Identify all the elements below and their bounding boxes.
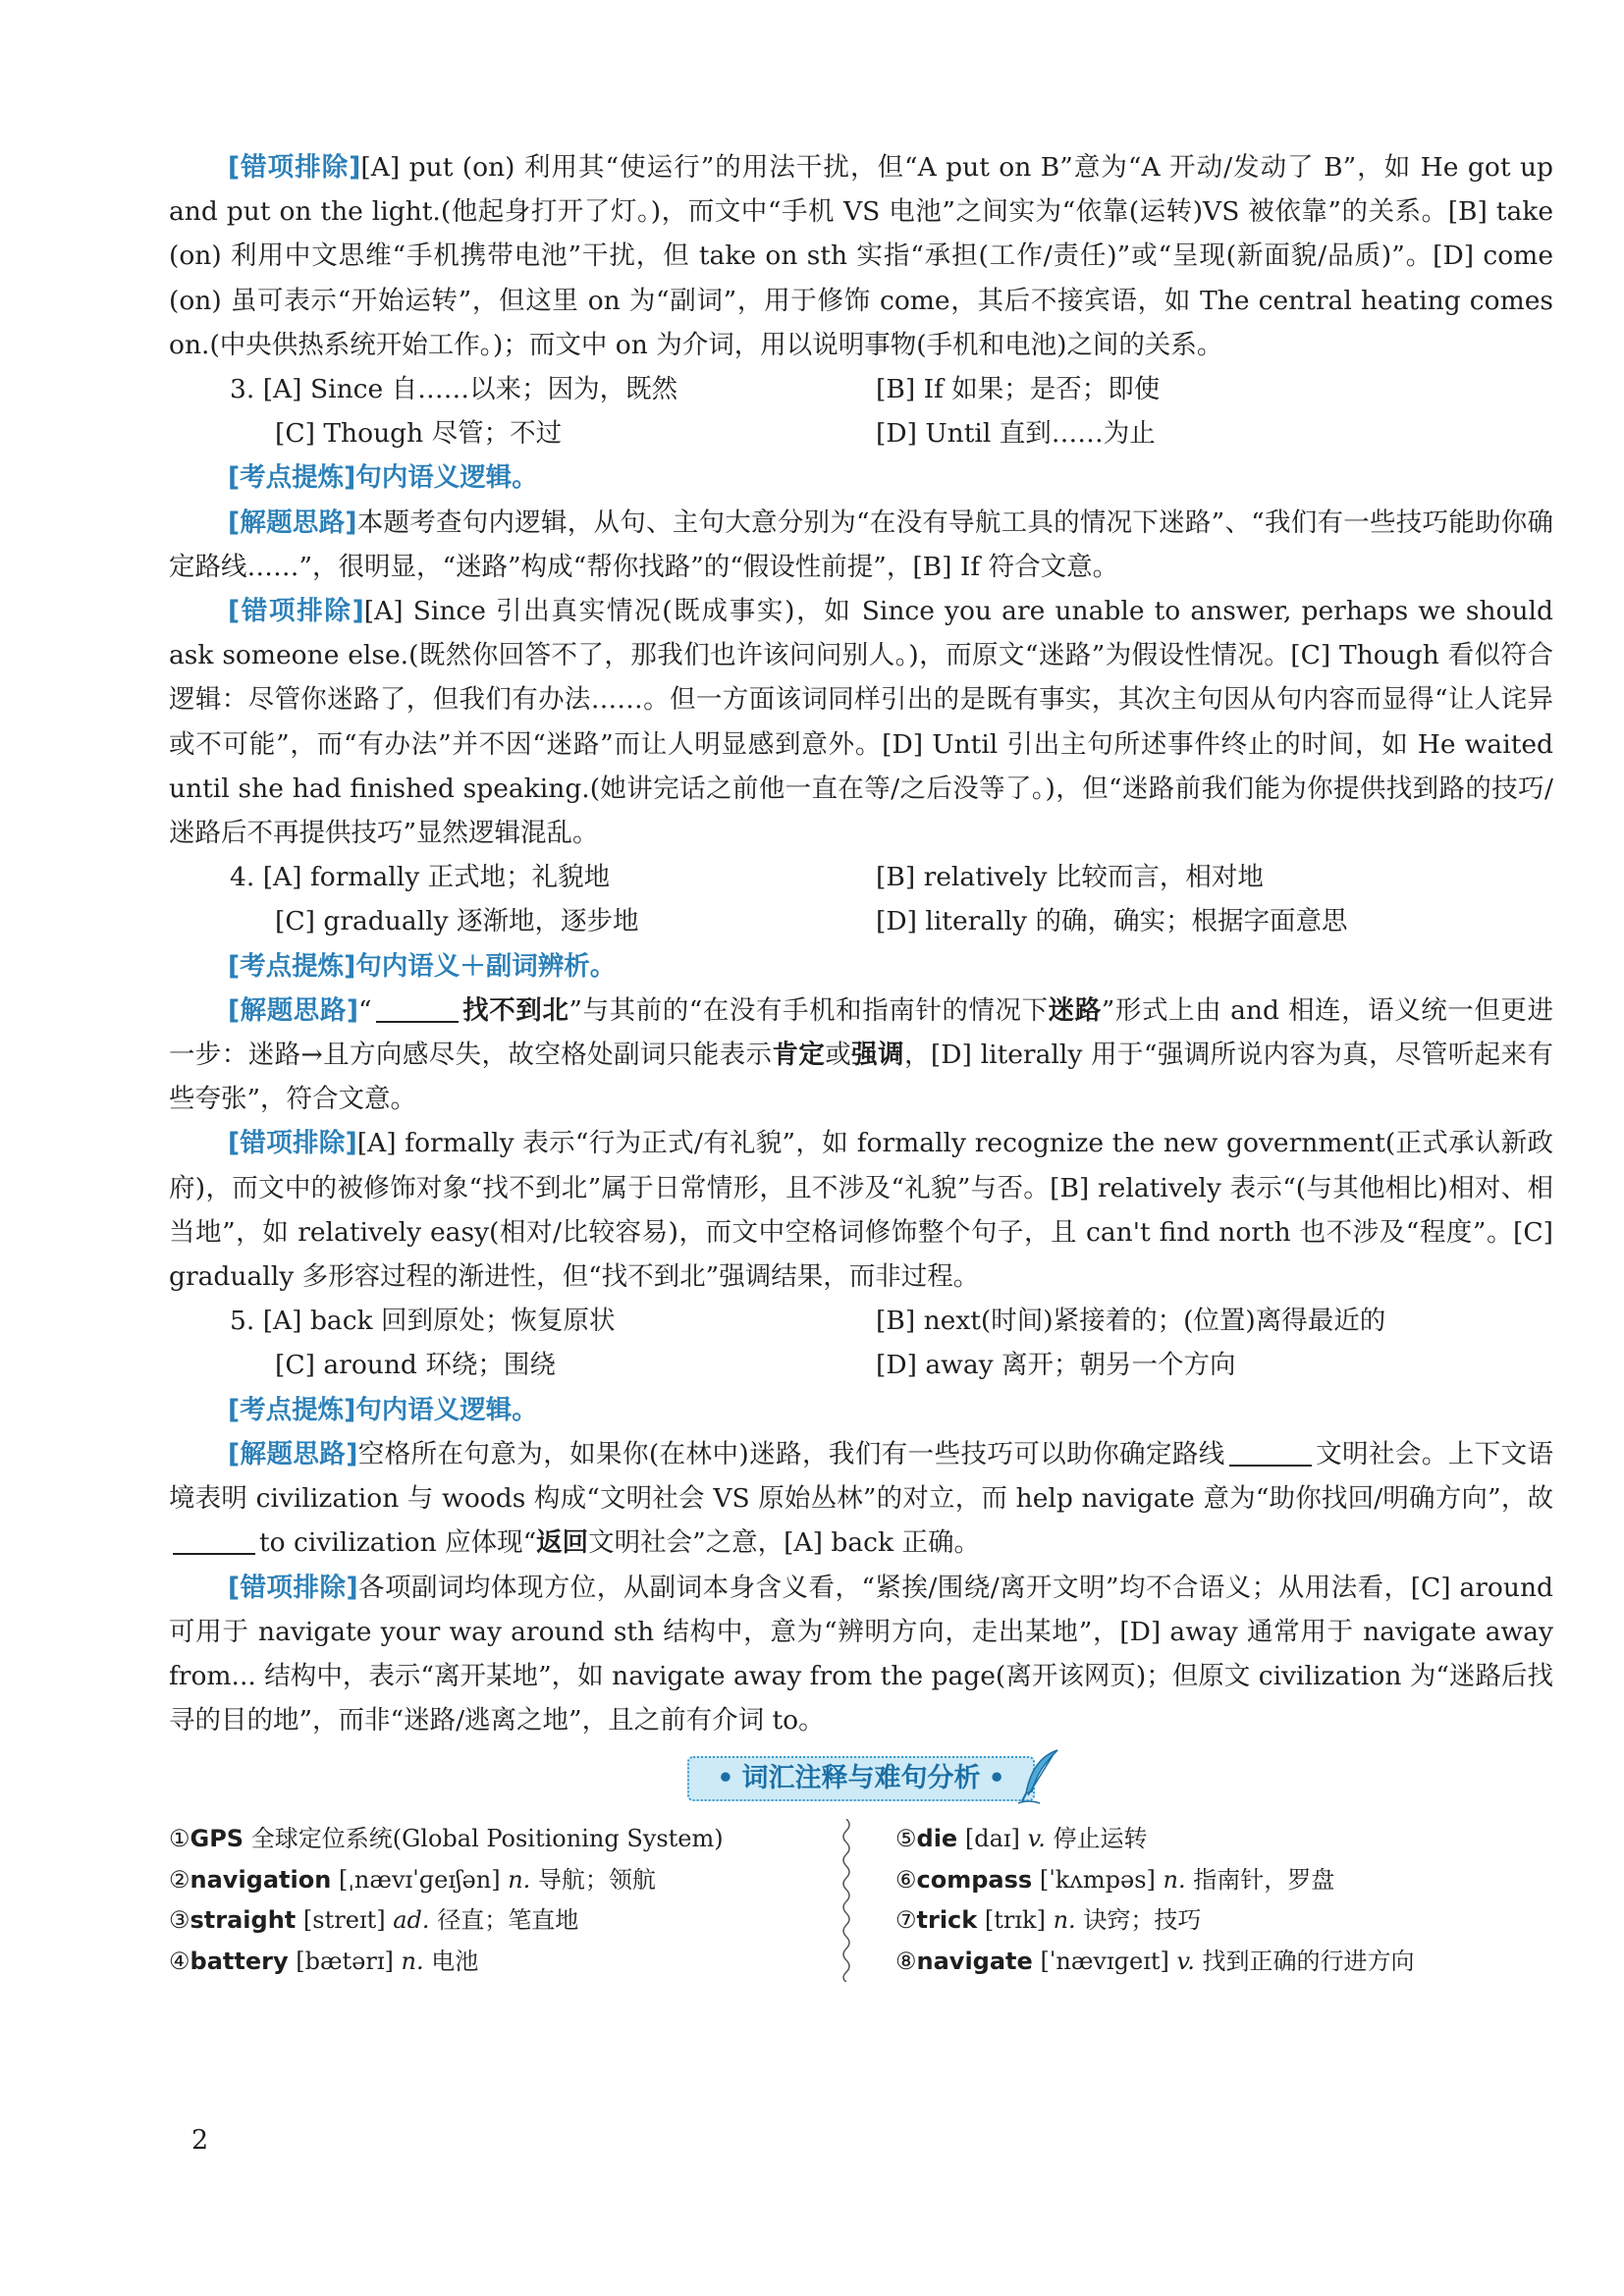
section-tag: [考点提炼] <box>228 1394 356 1425</box>
vocab-pos: n. <box>401 1947 424 1975</box>
option-c: [C] gradually 逐渐地，逐步地 <box>275 906 639 937</box>
paragraph-wrong-options-q3 <box>169 589 1553 855</box>
vocab-pos: ad. <box>393 1906 430 1935</box>
emphasis-text: 迷路 <box>1048 994 1102 1026</box>
vocab-pos: n. <box>1053 1906 1076 1935</box>
vocab-heading <box>169 1756 1553 1813</box>
vocab-pos: v. <box>1027 1825 1046 1853</box>
vocab-item <box>895 1900 1553 1942</box>
vocab-word: GPS <box>189 1825 244 1853</box>
vocab-pos: n. <box>1163 1865 1186 1894</box>
option-a: 3. [A] Since 自……以来；因为，既然 <box>230 374 678 405</box>
vocab-number: ⑧ <box>895 1947 917 1975</box>
vocab-word: navigation <box>189 1865 332 1894</box>
key-point-text: 句内语义逻辑。 <box>355 1394 538 1425</box>
paragraph-text: 各项副词均体现方位，从副词本身含义看，“紧挨/围绕/离开文明”均不合语义；从用法看，[C] around 可用于 navigate your way around sth 结构中，意为“辨明方向，走出某地”，[D] away 通常用于 navigate away from... 结构中，表示“离开某地”，如 navigate away from the page(离开该网页)；但原文 civilization 为“迷路后找寻的目的地”，而非“迷路/逃离之地”，且之前有介词 to。 <box>169 1572 1553 1736</box>
paragraph-wrong-options-q5 <box>169 1566 1553 1743</box>
vocab-phonetic: [streɪt] <box>302 1906 386 1935</box>
emphasis-text: 找不到北 <box>461 994 569 1026</box>
page-content <box>169 145 1553 1996</box>
paragraph-wrong-options-q4 <box>169 1121 1553 1299</box>
vocab-phonetic: [daɪ] <box>964 1825 1020 1853</box>
section-tag: [错项排除] <box>228 596 364 627</box>
section-tag: [错项排除] <box>228 152 361 183</box>
vocab-definition: 诀窍；技巧 <box>1083 1906 1202 1935</box>
vocab-item <box>895 1942 1553 1983</box>
paragraph-text: to civilization 应体现“ <box>259 1527 537 1559</box>
vocab-word: die <box>916 1825 958 1853</box>
vocab-word: battery <box>189 1947 289 1975</box>
section-tag: [考点提炼] <box>228 950 356 982</box>
vocab-number: ⑥ <box>895 1865 917 1894</box>
vocab-definition: 径直；笔直地 <box>437 1906 579 1935</box>
paragraph-solution-q4 <box>169 988 1553 1122</box>
wavy-line-icon <box>837 1819 856 1982</box>
paragraph-solution-q3 <box>169 501 1553 589</box>
key-point-text: 句内语义＋副词辨析。 <box>355 950 617 982</box>
paragraph-key-point-q3 <box>169 455 1553 500</box>
option-a: 4. [A] formally 正式地；礼貌地 <box>230 862 611 893</box>
vocab-definition: 电池 <box>431 1947 479 1975</box>
vocab-number: ⑤ <box>895 1825 917 1853</box>
quote-mark: “ <box>358 994 372 1026</box>
vocab-item <box>169 1900 837 1942</box>
vocab-number: ① <box>169 1825 190 1853</box>
section-tag: [解题思路] <box>228 1438 358 1469</box>
option-d: [D] literally 的确，确实；根据字面意思 <box>876 906 1348 937</box>
vocab-item <box>169 1860 837 1901</box>
vocab-item <box>169 1819 837 1860</box>
vocab-definition: 全球定位系统(Global Positioning System) <box>250 1825 724 1853</box>
paragraph-text: ，[D] literally 用于“强调所说内容为真，尽管听起来有些夸张”，符合文意。 <box>169 1040 1554 1115</box>
vocab-number: ③ <box>169 1906 190 1935</box>
options-row <box>169 855 1553 899</box>
wavy-divider <box>837 1819 866 1996</box>
paragraph-wrong-options-q2 <box>169 145 1553 367</box>
vocab-number: ⑦ <box>895 1906 917 1935</box>
option-b: [B] next(时间)紧接着的；(位置)离得最近的 <box>876 1306 1386 1337</box>
answer-blank <box>376 991 459 1023</box>
bullet-dot: • <box>988 1763 1005 1794</box>
section-tag: [错项排除] <box>228 1572 358 1603</box>
vocab-word: straight <box>189 1906 297 1935</box>
option-c: [C] Though 尽管；不过 <box>275 418 563 450</box>
vocab-phonetic: [trɪk] <box>984 1906 1046 1935</box>
vocab-column-right <box>866 1819 1553 1996</box>
option-a: 5. [A] back 回到原处；恢复原状 <box>230 1306 616 1337</box>
paragraph-text: ”形式上由 and 相连，语义统一但更进一步：迷路→且方向感尽失，故空格处副词只能表示 <box>169 994 1553 1071</box>
option-d: [D] Until 直到……为止 <box>876 418 1156 450</box>
paragraph-text: [A] formally 表示“行为正式/有礼貌”，如 formally recognize the new government(正式承认新政府)，而文中的被修饰对象“找不到北”属于日常情形，且不涉及“礼貌”与否。[B] relatively 表示“(与其他相比)相对、相当地”，如 relatively easy(相对/比较容易)，而文中空格词修饰整个句子，且 can't find north 也不涉及“程度”。[C] gradually 多形容过程的渐进性，但“找不到北”强调结果，而非过程。 <box>169 1128 1553 1293</box>
vocab-definition: 指南针，罗盘 <box>1193 1865 1335 1894</box>
option-b: [B] relatively 比较而言，相对地 <box>876 862 1264 893</box>
paragraph-key-point-q5 <box>169 1388 1553 1432</box>
paragraph-text: 本题考查句内逻辑，从句、主句大意分别为“在没有导航工具的情况下迷路”、“我们有一些技巧能助你确定路线……”，很明显，“迷路”构成“帮你找路”的“假设性前提”，[B] If 符合文意。 <box>169 507 1553 582</box>
emphasis-text: 强调 <box>851 1040 904 1071</box>
emphasis-text: 肯定 <box>772 1040 826 1071</box>
vocab-phonetic: [bætərɪ] <box>296 1947 394 1975</box>
options-row <box>169 899 1553 943</box>
vocab-column-left <box>169 1819 837 1996</box>
paragraph-key-point-q4 <box>169 944 1553 988</box>
section-tag: [错项排除] <box>228 1128 357 1159</box>
options-row <box>169 1343 1553 1387</box>
option-c: [C] around 环绕；围绕 <box>275 1350 556 1381</box>
options-row <box>169 411 1553 455</box>
answer-blank <box>173 1523 255 1555</box>
vocab-definition: 停止运转 <box>1053 1825 1148 1853</box>
vocab-phonetic: [ˈnævɪɡeɪt] <box>1040 1947 1169 1975</box>
options-row <box>169 1299 1553 1343</box>
option-d: [D] away 离开；朝另一个方向 <box>876 1350 1236 1381</box>
vocab-heading-text: 词汇注释与难句分析 <box>741 1763 981 1794</box>
option-b: [B] If 如果；是否；即使 <box>876 374 1161 405</box>
vocab-pos: n. <box>508 1865 531 1894</box>
paragraph-solution-q5 <box>169 1432 1553 1566</box>
vocab-word: navigate <box>916 1947 1033 1975</box>
vocab-phonetic: [ˌnævɪˈɡeɪʃən] <box>338 1865 501 1894</box>
vocab-phonetic: [ˈkʌmpəs] <box>1039 1865 1156 1894</box>
key-point-text: 句内语义逻辑。 <box>355 462 538 494</box>
vocab-heading-box <box>687 1756 1035 1801</box>
vocab-item <box>895 1819 1553 1860</box>
vocab-number: ④ <box>169 1947 190 1975</box>
options-row <box>169 367 1553 411</box>
vocab-definition: 找到正确的行进方向 <box>1202 1947 1415 1975</box>
paragraph-text: ”与其前的“在没有手机和指南针的情况下 <box>568 994 1049 1026</box>
vocab-word: trick <box>916 1906 978 1935</box>
answer-blank <box>1229 1435 1312 1467</box>
paragraph-text: 文明社会。上下文语境表明 civilization 与 woods 构成“文明社会 VS 原始丛林”的对立，而 help navigate 意为“助你找回/明确方向”，故 <box>169 1438 1553 1515</box>
paragraph-text: [A] Since 引出真实情况(既成事实)，如 Since you are unable to answer, perhaps we should ask someone else.(既然你回答不了，那我们也许该问问别人。)，而原文“迷路”为假设性情况。[C] Though 看似符合逻辑：尽管你迷路了，但我们有办法……。但一方面该词同样引出的是既有事实，其次主句因从句内容而显得“让人诧异或不可能”，而“有办法”并不因“迷路”而让人明显感到意外。[D] Until 引出主句所述事件终止的时间，如 He waited until she had finished speaking.(她讲完话之前他一直在等/之后没等了。)，但“迷路前我们能为你提供找到路的技巧/迷路后不再提供技巧”显然逻辑混乱。 <box>169 596 1553 849</box>
bullet-dot: • <box>717 1763 734 1794</box>
vocab-list <box>169 1819 1553 1996</box>
emphasis-text: 返回 <box>536 1527 589 1559</box>
paragraph-text: 文明社会”之意，[A] back 正确。 <box>588 1527 980 1559</box>
vocab-pos: v. <box>1176 1947 1195 1975</box>
paragraph-text: 空格所在句意为，如果你(在林中)迷路，我们有一些技巧可以助你确定路线 <box>357 1438 1225 1469</box>
vocab-item <box>169 1942 837 1983</box>
feather-pen-icon <box>1018 1746 1067 1805</box>
section-tag: [考点提炼] <box>228 462 356 494</box>
section-tag: [解题思路] <box>228 994 359 1026</box>
page-number: 2 <box>191 2125 209 2156</box>
vocab-number: ② <box>169 1865 190 1894</box>
vocab-item <box>895 1860 1553 1901</box>
section-tag: [解题思路] <box>228 507 357 538</box>
vocab-word: compass <box>916 1865 1033 1894</box>
paragraph-text: 或 <box>825 1040 852 1071</box>
paragraph-text: [A] put (on) 利用其“使运行”的用法干扰，但“A put on B”意为“A 开动/发动了 B”，如 He got up and put on the light.(他起身打开了灯。)，而文中“手机 VS 电池”之间实为“依靠(运转)VS 被依靠”的关系。[B] take (on) 利用中文思维“手机携带电池”干扰，但 take on sth 实指“承担(工作/责任)”或“呈现(新面貌/品质)”。[D] come (on) 虽可表示“开始运转”，但这里 on 为“副词”，用于修饰 come，其后不接宾语，如 The central heating comes on.(中央供热系统开始工作。)；而文中 on 为介词，用以说明事物(手机和电池)之间的关系。 <box>169 152 1553 360</box>
vocab-definition: 导航；领航 <box>537 1865 656 1894</box>
